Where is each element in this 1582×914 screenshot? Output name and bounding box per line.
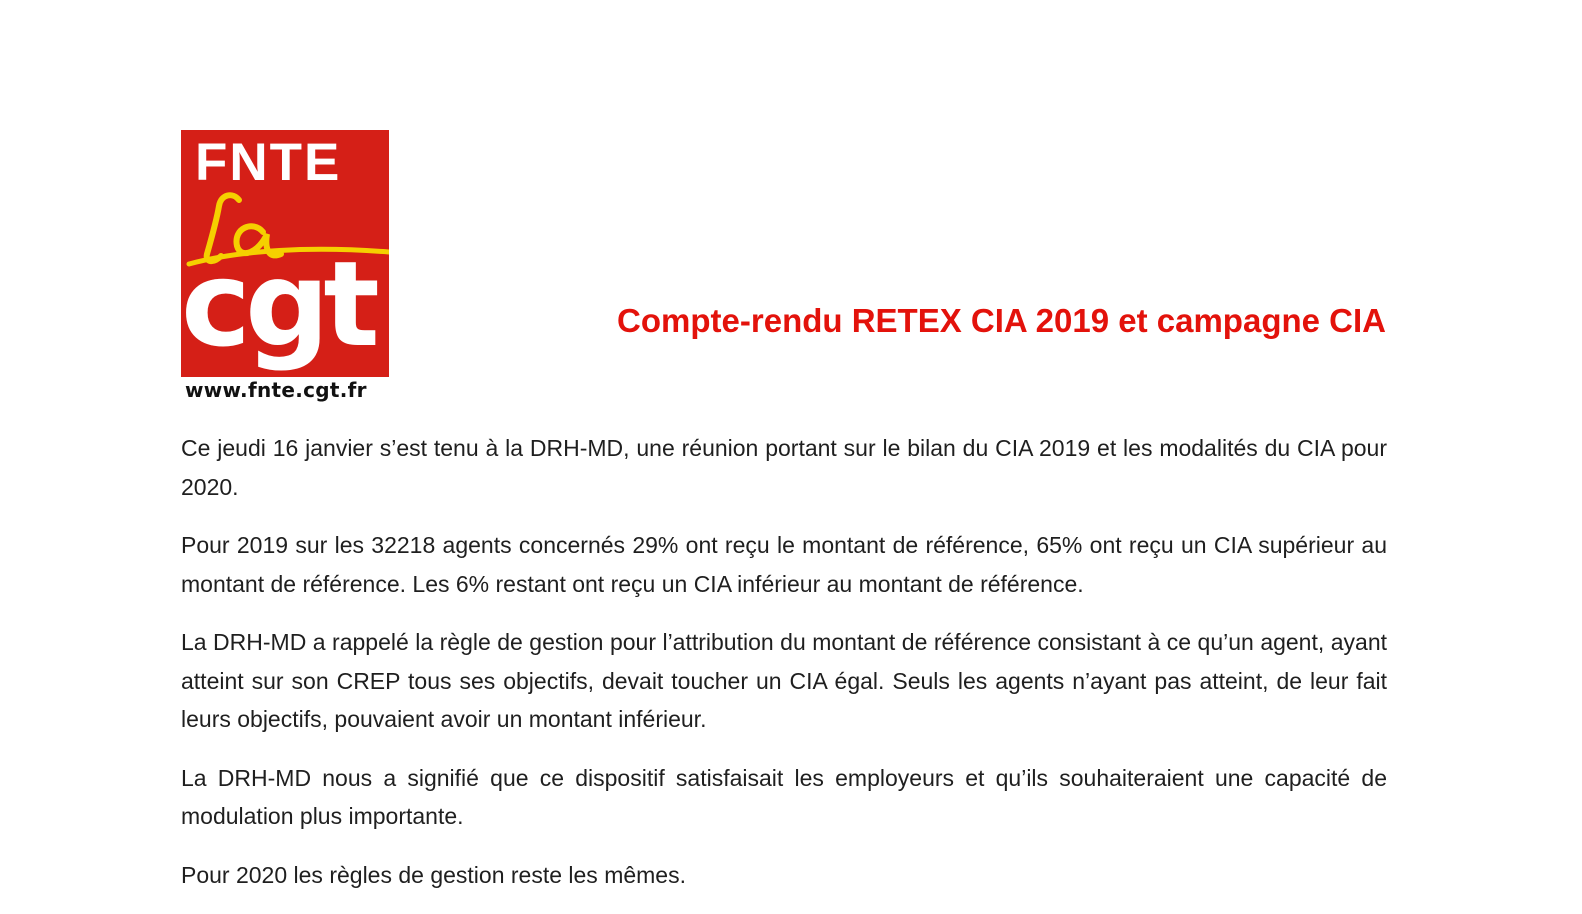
body-paragraph: Ce jeudi 16 janvier s’est tenu à la DRH-MD, une réunion portant sur le bilan du CIA 2019 et les modalités du CIA pour 2020. xyxy=(181,435,1387,500)
body-paragraph: La DRH-MD nous a signifié que ce dispositif satisfaisait les employeurs et qu’ils souhaiteraient une capacité de modulation plus importante. xyxy=(181,764,1387,829)
body-paragraph: Pour 2019 sur les 32218 agents concernés 29% ont reçu le montant de référence, 65% ont reçu un CIA supérieur au montant de référence. Les 6% restant ont reçu un CIA inférieur au montant de référence. xyxy=(181,532,1387,597)
logo-website-url: www.fnte.cgt.fr xyxy=(185,378,367,402)
body-paragraph: Pour 2020 les règles de gestion reste les mêmes. xyxy=(181,861,686,888)
logo-cgt-text: cgt xyxy=(181,235,374,373)
fnte-cgt-logo xyxy=(181,130,389,405)
body-paragraph: La DRH-MD a rappelé la règle de gestion pour l’attribution du montant de référence consistant à ce qu’un agent, ayant atteint sur son CREP tous ses objectifs, devait toucher un CIA égal. Seuls les agents n’ayant pas atteint, de leur fait leurs objectifs, pouvaient avoir un montant inférieur. xyxy=(181,629,1387,732)
logo-red-box xyxy=(181,130,389,377)
logo-fnte-text: FNTE xyxy=(195,133,342,192)
document-title: Compte-rendu RETEX CIA 2019 et campagne CIA xyxy=(617,302,1386,339)
document-body xyxy=(181,429,1387,914)
